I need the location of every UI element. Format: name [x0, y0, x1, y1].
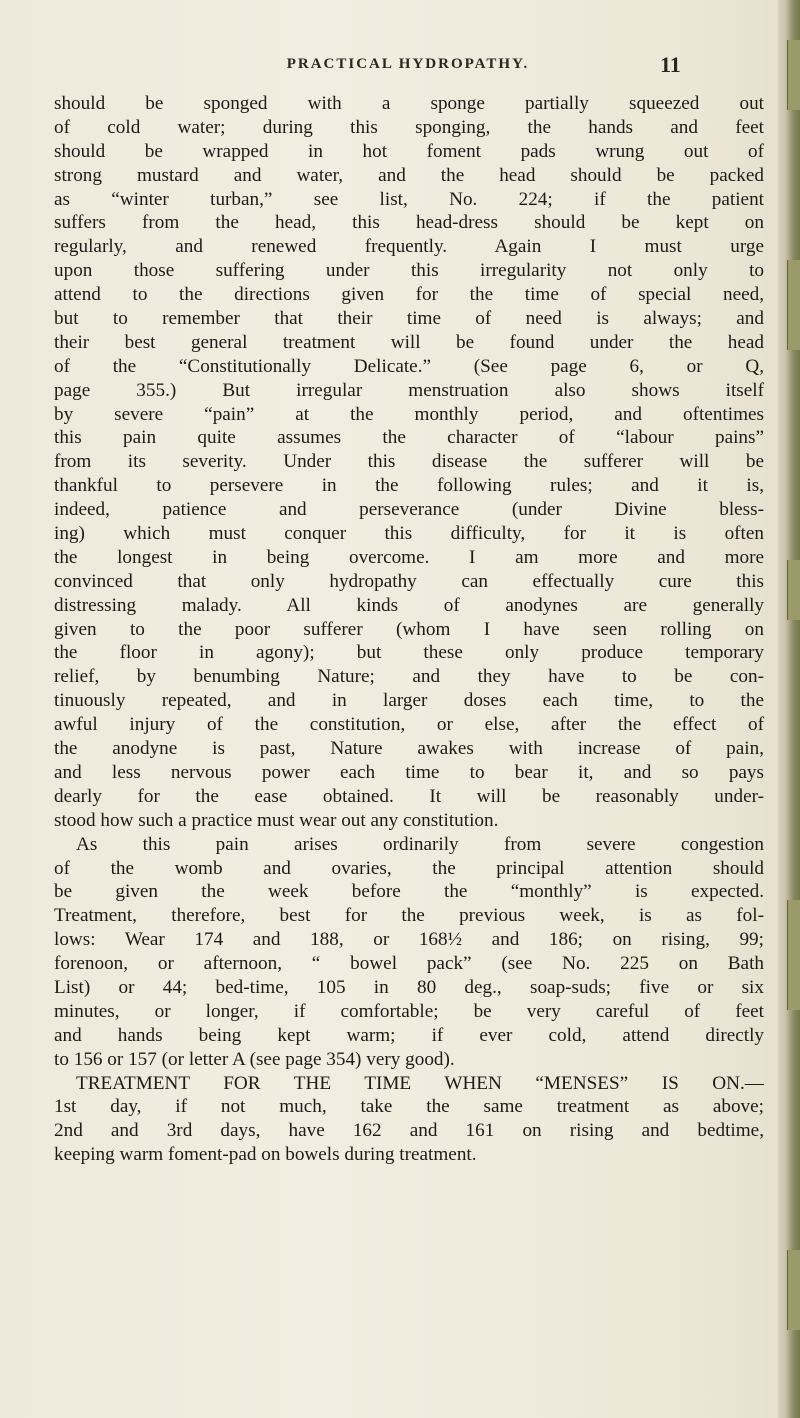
text-line: 1st day, if not much, take the same treatment as above; [54, 1096, 764, 1118]
text-line: this pain quite assumes the character of “labour pains” [54, 427, 764, 449]
text-line: as “winter turban,” see list, No. 224; if the patient [54, 188, 764, 210]
text-line: 2nd and 3rd days, have 162 and 161 on rising and bedtime, [54, 1120, 764, 1142]
text-line: minutes, or longer, if comfortable; be very careful of feet [54, 1000, 764, 1022]
text-line: given to the poor sufferer (whom I have seen rolling on [54, 618, 764, 640]
page-header [0, 52, 800, 86]
edge-tab [787, 1250, 800, 1330]
text-line: strong mustard and water, and the head should be packed [54, 164, 764, 186]
text-line: upon those suffering under this irregularity not only to [54, 260, 764, 282]
page-number: 11 [660, 52, 681, 77]
text-line: the longest in being overcome. I am more and more [54, 546, 764, 568]
body-text [54, 92, 764, 1167]
text-line: tinuously repeated, and in larger doses each time, to the [54, 690, 764, 712]
page-edge-border [778, 0, 800, 1418]
text-line: regularly, and renewed frequently. Again I must urge [54, 236, 764, 258]
text-line: be given the week before the “monthly” is expected. [54, 881, 764, 903]
text-line: dearly for the ease obtained. It will be reasonably under- [54, 785, 764, 807]
text-line: the anodyne is past, Nature awakes with increase of pain, [54, 738, 764, 760]
text-line: their best general treatment will be found under the head [54, 331, 764, 353]
text-line: of the “Constitutionally Delicate.” (See page 6, or Q, [54, 355, 764, 377]
text-line: attend to the directions given for the time of special need, [54, 284, 764, 306]
text-line: awful injury of the constitution, or else, after the effect of [54, 714, 764, 736]
text-line: distressing malady. All kinds of anodynes are generally [54, 594, 764, 616]
text-line: ing) which must conquer this difficulty, for it is often [54, 523, 764, 545]
text-line: suffers from the head, this head-dress should be kept on [54, 212, 764, 234]
text-line: by severe “pain” at the monthly period, and oftentimes [54, 403, 764, 425]
text-line: stood how such a practice must wear out any constitution. [54, 809, 499, 831]
text-line: convinced that only hydropathy can effectually cure this [54, 570, 764, 592]
text-line: the floor in agony); but these only produce temporary [54, 642, 764, 664]
edge-tab [787, 560, 800, 620]
text-line: and less nervous power each time to bear it, and so pays [54, 761, 764, 783]
text-line: keeping warm foment-pad on bowels during treatment. [54, 1144, 477, 1166]
text-line: lows: Wear 174 and 188, or 168½ and 186; on rising, 99; [54, 929, 764, 951]
text-line: should be sponged with a sponge partially squeezed out [54, 93, 764, 114]
text-line: relief, by benumbing Nature; and they have to be con- [54, 666, 764, 688]
text-line: of the womb and ovaries, the principal attention should [54, 857, 764, 879]
text-line: Treatment, therefore, best for the previous week, is as fol- [54, 905, 764, 927]
text-line: page 355.) But irregular menstruation also shows itself [54, 379, 764, 401]
text-line: from its severity. Under this disease the sufferer will be [54, 451, 764, 473]
running-title: PRACTICAL HYDROPATHY. [286, 56, 530, 72]
text-line: As this pain arises ordinarily from severe congestion [76, 833, 764, 855]
text-line: forenoon, or afternoon, “ bowel pack” (see No. 225 on Bath [54, 953, 764, 975]
text-line: but to remember that their time of need is always; and [54, 308, 764, 330]
section-heading: TREATMENT FOR THE TIME WHEN “MENSES” IS ON.— [76, 1072, 764, 1094]
text-line: to 156 or 157 (or letter A (see page 354) very good). [54, 1048, 455, 1070]
text-line: List) or 44; bed-time, 105 in 80 deg., soap-suds; five or six [54, 976, 764, 998]
text-line: thankful to persevere in the following rules; and it is, [54, 475, 764, 497]
text-line: indeed, patience and perseverance (under Divine bless- [54, 499, 764, 521]
edge-tab [787, 260, 800, 350]
text-line: and hands being kept warm; if ever cold, attend directly [54, 1024, 764, 1046]
text-line: should be wrapped in hot foment pads wrung out of [54, 140, 764, 162]
text-line: of cold water; during this sponging, the hands and feet [54, 116, 764, 138]
edge-tab [787, 900, 800, 1010]
